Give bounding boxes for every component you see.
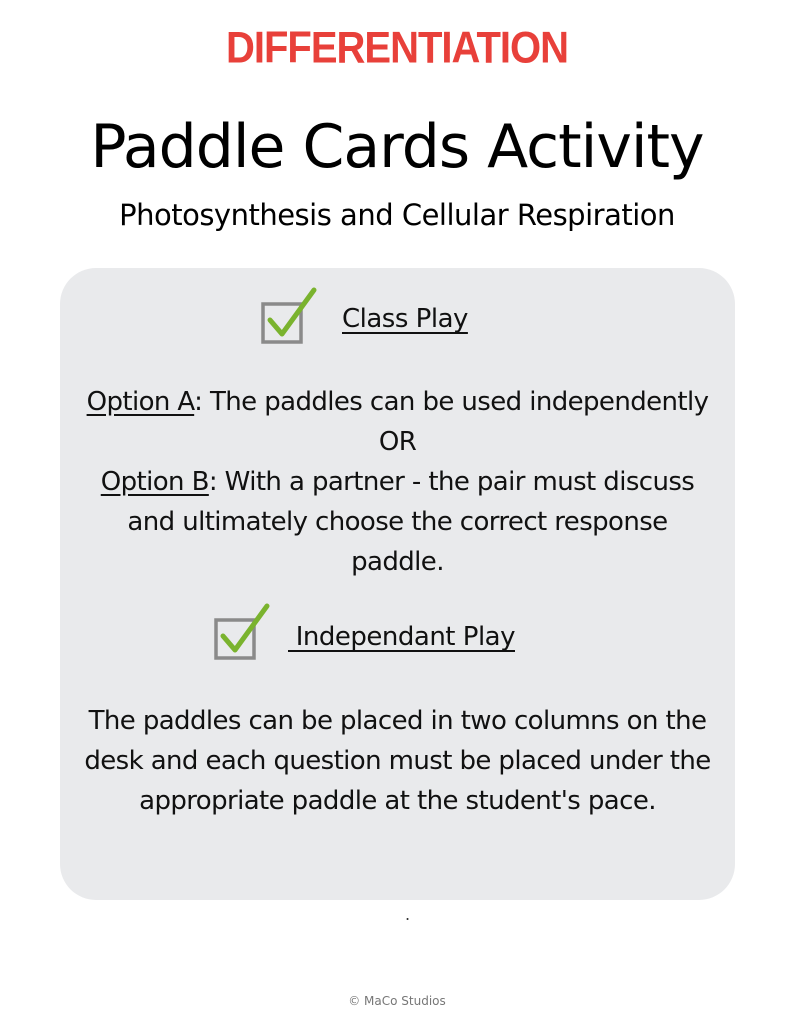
independant-play-heading: Independant Play	[288, 622, 515, 652]
option-b-text: : With a partner - the pair must discuss	[208, 467, 695, 497]
class-play-heading: Class Play	[342, 304, 468, 334]
page-title: Paddle Cards Activity	[90, 112, 704, 182]
option-b-label: Option B	[100, 467, 209, 497]
copyright-footer: © MaCo Studios	[348, 994, 446, 1008]
independant-play-line-1: The paddles can be placed in two columns on the	[88, 706, 707, 736]
kicker-heading: DIFFERENTIATION	[225, 23, 568, 73]
checkbox-checked-icon	[213, 602, 271, 662]
option-b-line-3: paddle.	[351, 547, 444, 577]
option-a-label: Option A	[86, 387, 195, 417]
stray-dot: .	[405, 905, 411, 924]
option-a-line	[60, 382, 735, 422]
independant-play-line-2: desk and each question must be placed under the	[84, 746, 711, 776]
independant-play-line-3: appropriate paddle at the student's pace.	[139, 786, 656, 816]
option-a-text: : The paddles can be used independently	[194, 387, 709, 417]
instructions-panel	[60, 268, 735, 900]
option-b-line-2: and ultimately choose the correct response	[127, 507, 668, 537]
or-text: OR	[378, 427, 417, 457]
checkbox-checked-icon	[260, 286, 318, 346]
option-b-line	[60, 462, 735, 502]
page-subtitle: Photosynthesis and Cellular Respiration	[119, 198, 675, 232]
